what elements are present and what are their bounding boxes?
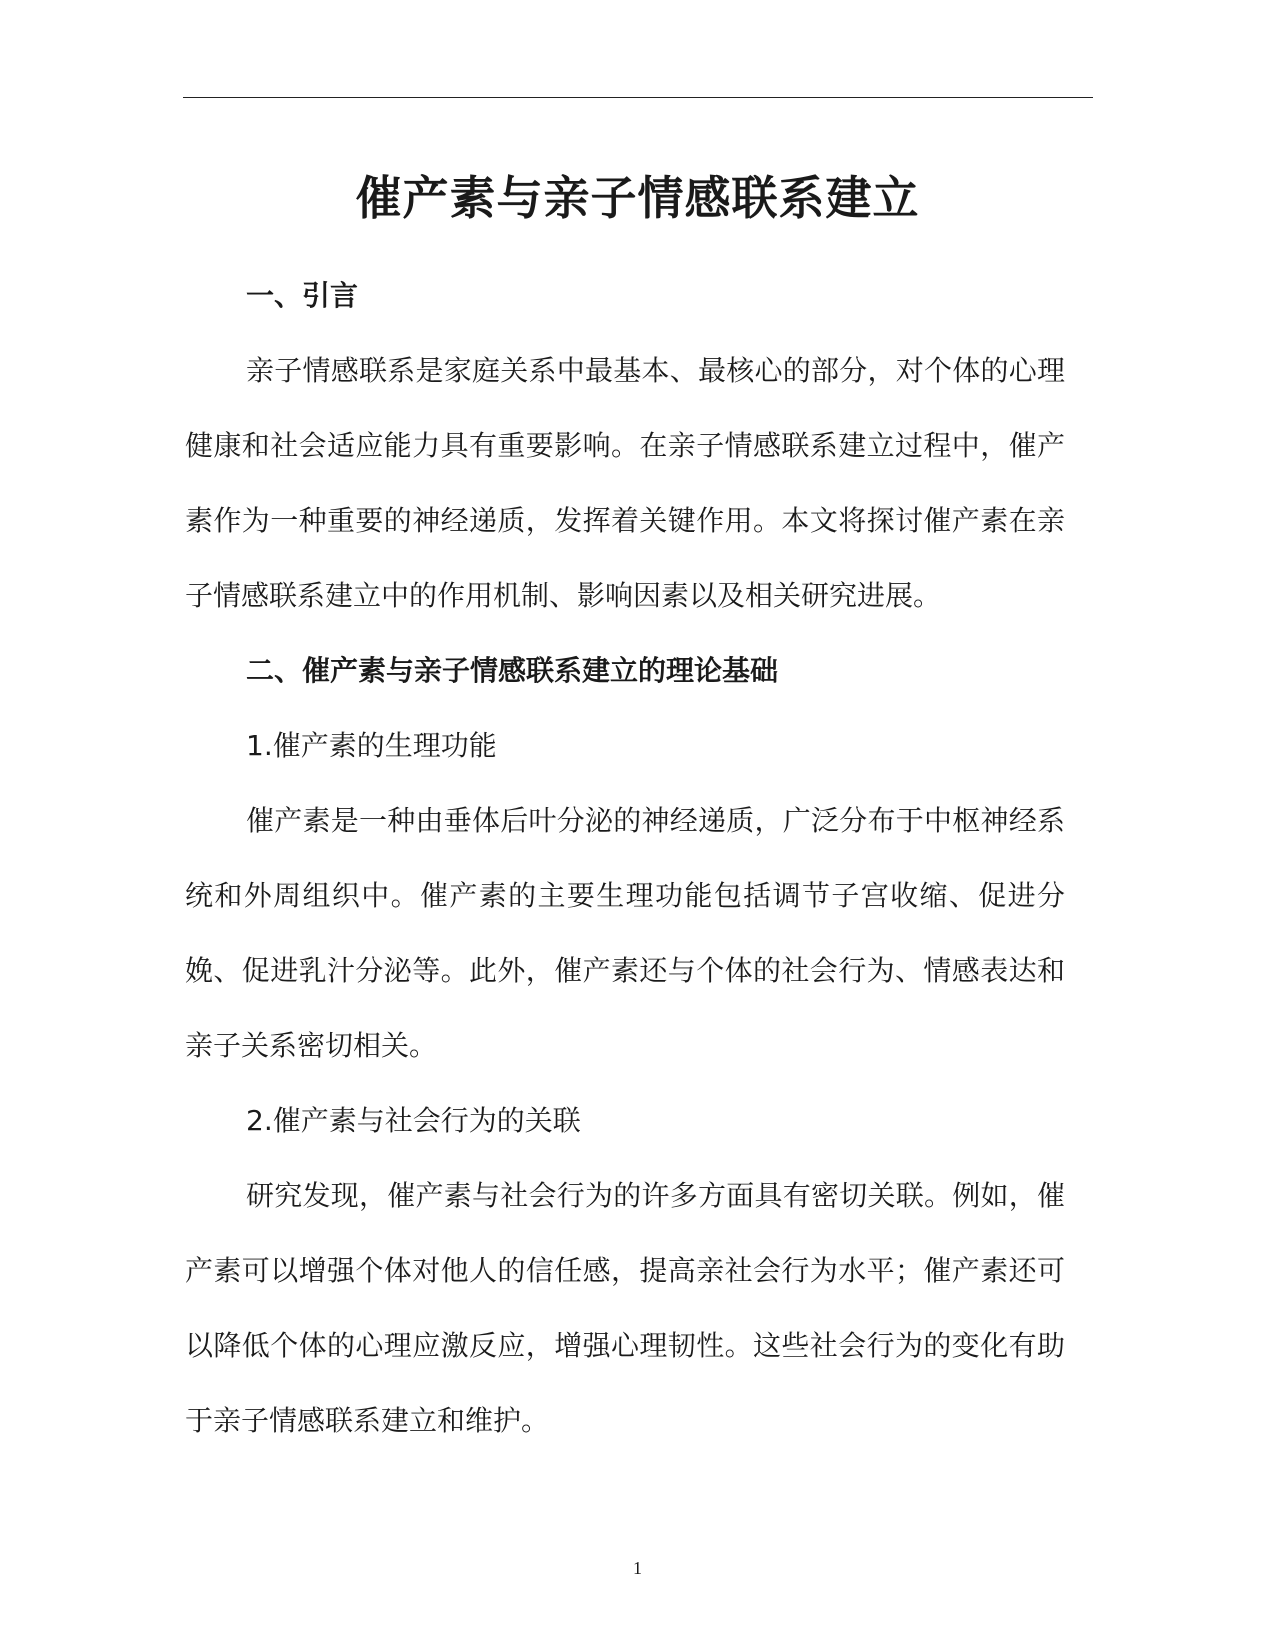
paragraph-physiological-function: 催产素是一种由垂体后叶分泌的神经递质，广泛分布于中枢神经系统和外周组织中。催产素的主要生理功能包括调节子宫收缩、促进分娩、促进乳汁分泌等。此外，催产素还与个体的社会行为、情感表达和亲子关系密切相关。: [185, 804, 1065, 1062]
document-title: 催产素与亲子情感联系建立: [355, 171, 920, 225]
document-body: [185, 258, 1065, 1458]
subheading-physiological-function: 1.催产素的生理功能: [246, 729, 497, 762]
paragraph-social-behavior: 研究发现，催产素与社会行为的许多方面具有密切关联。例如，催产素可以增强个体对他人的信任感，提高亲社会行为水平；催产素还可以降低个体的心理应激反应，增强心理韧性。这些社会行为的变化有助于亲子情感联系建立和维护。: [185, 1179, 1065, 1437]
header-rule: [183, 97, 1093, 98]
page-number: 1: [633, 1558, 642, 1578]
subheading-social-behavior: 2.催产素与社会行为的关联: [246, 1104, 581, 1137]
section-heading-introduction: 一、引言: [246, 279, 359, 312]
section-heading-theory: 二、催产素与亲子情感联系建立的理论基础: [246, 654, 779, 687]
paragraph-introduction: 亲子情感联系是家庭关系中最基本、最核心的部分，对个体的心理健康和社会适应能力具有重要影响。在亲子情感联系建立过程中，催产素作为一种重要的神经递质，发挥着关键作用。本文将探讨催产素在亲子情感联系建立中的作用机制、影响因素以及相关研究进展。: [185, 354, 1065, 612]
